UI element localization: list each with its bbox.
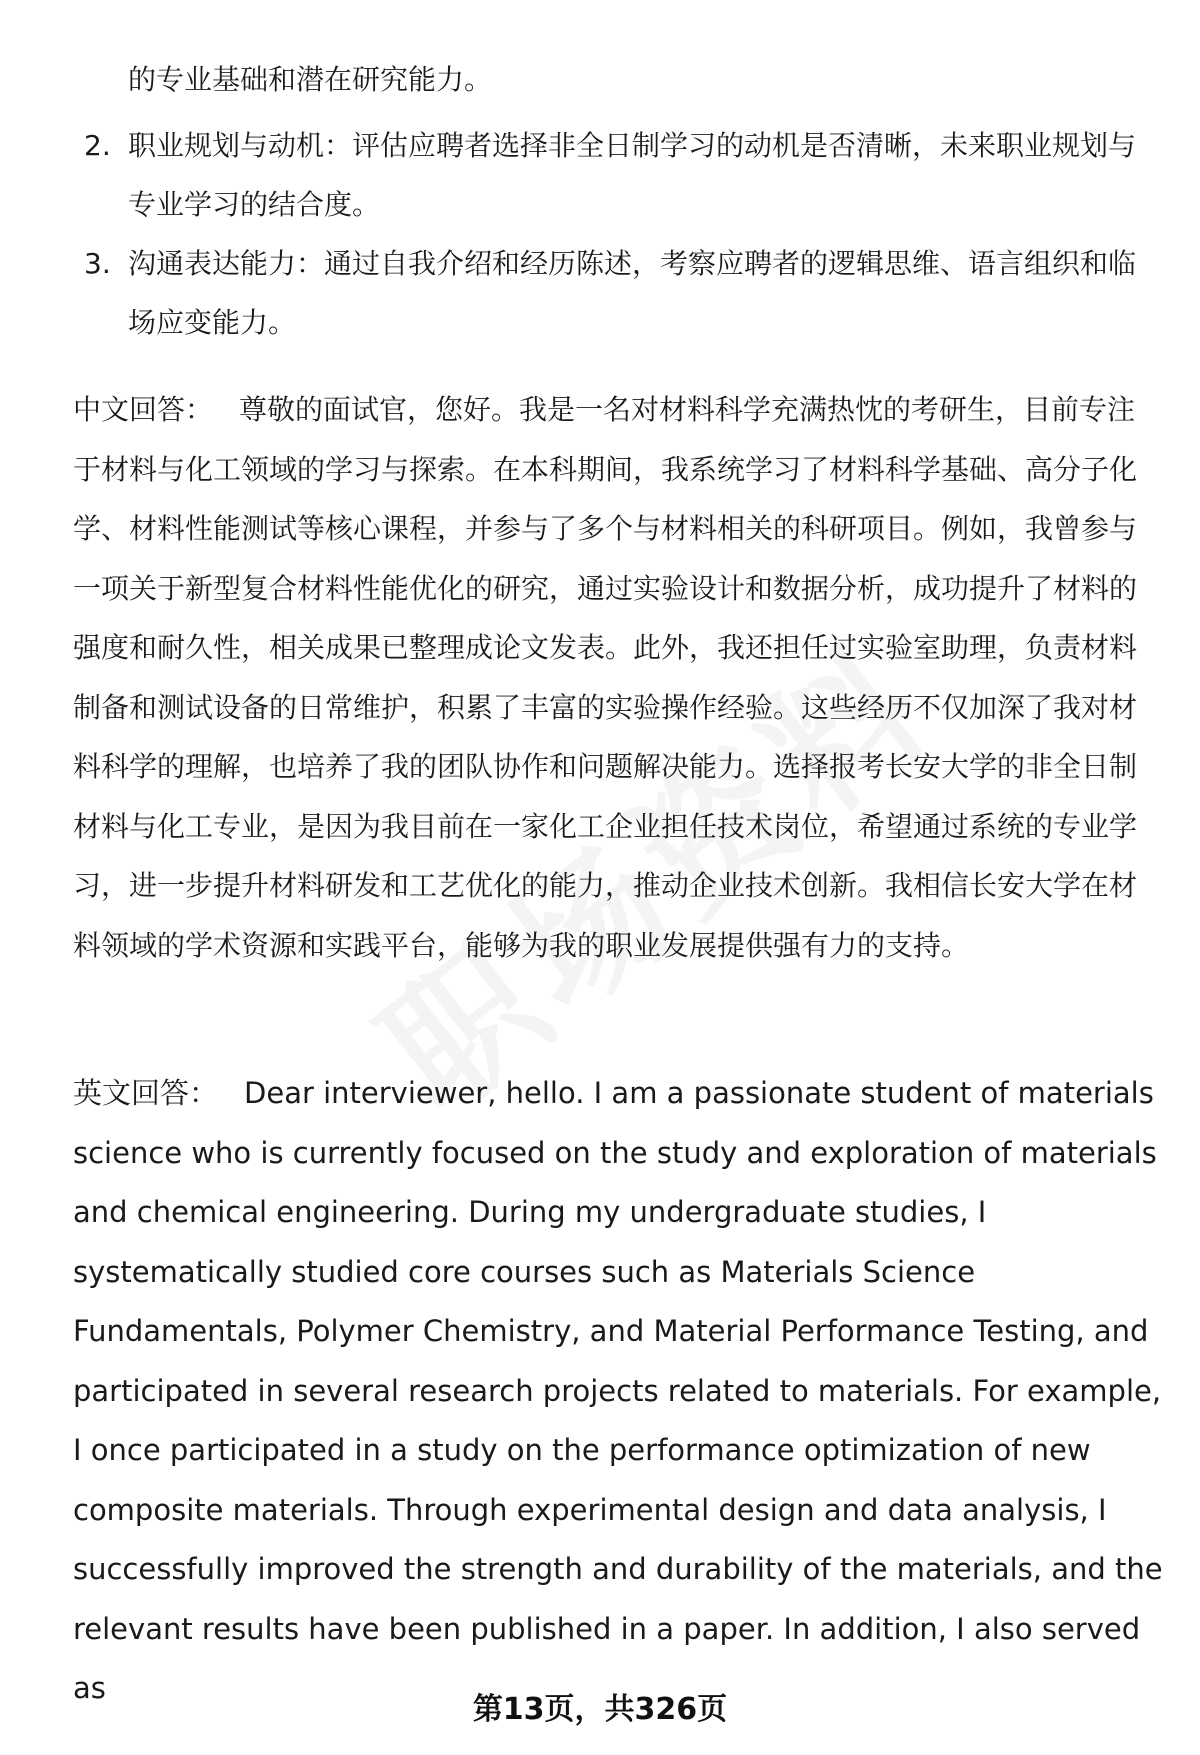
chinese-answer-label: 中文回答： [73,393,214,426]
english-answer-text: Dear interviewer, hello. I am a passionate student of materials science who is currently focused on the study and exploration of materials and chemical engineering. During my undergraduate studies, I systematically studied core courses such as Materials Science Fundamentals, Polymer Chemistry, and Material Performance Testing, and participated in several research projects related to materials. For example, I once participated in a study on the performance optimization of new composite materials. Through experimental design and data analysis, I successfully improved the strength and durability of the materials, and the relevant results have been published in a paper. In addition, I also served as [73,1076,1163,1705]
page-footer: 第13页，共326页 [472,1692,728,1727]
criteria-list [84,116,1144,352]
english-answer [73,1064,1163,1719]
english-answer-label: 英文回答： [73,1076,219,1110]
list-item-text: 沟通表达能力：通过自我介绍和经历陈述，考察应聘者的逻辑思维、语言组织和临场应变能力。 [128,247,1137,339]
list-item [84,234,1144,352]
chinese-answer [73,380,1153,975]
list-item [84,116,1144,234]
continued-text: 的专业基础和潜在研究能力。 [128,63,493,96]
chinese-answer-text: 尊敬的面试官，您好。我是一名对材料科学充满热忱的考研生，目前专注于材料与化工领域的学习与探索。在本科期间，我系统学习了材料科学基础、高分子化学、材料性能测试等核心课程，并参与了多个与材料相关的科研项目。例如，我曾参与一项关于新型复合材料性能优化的研究，通过实验设计和数据分析，成功提升了材料的强度和耐久性，相关成果已整理成论文发表。此外，我还担任过实验室助理，负责材料制备和测试设备的日常维护，积累了丰富的实验操作经验。这些经历不仅加深了我对材料科学的理解，也培养了我的团队协作和问题解决能力。选择报考长安大学的非全日制材料与化工专业，是因为我目前在一家化工企业担任技术岗位，希望通过系统的专业学习，进一步提升材料研发和工艺优化的能力，推动企业技术创新。我相信长安大学在材料领域的学术资源和实践平台，能够为我的职业发展提供强有力的支持。 [73,393,1138,962]
list-item-number: 3. [84,247,111,280]
list-item-text: 职业规划与动机：评估应聘者选择非全日制学习的动机是否清晰，未来职业规划与专业学习的结合度。 [128,129,1137,221]
list-item-number: 2. [84,129,111,162]
